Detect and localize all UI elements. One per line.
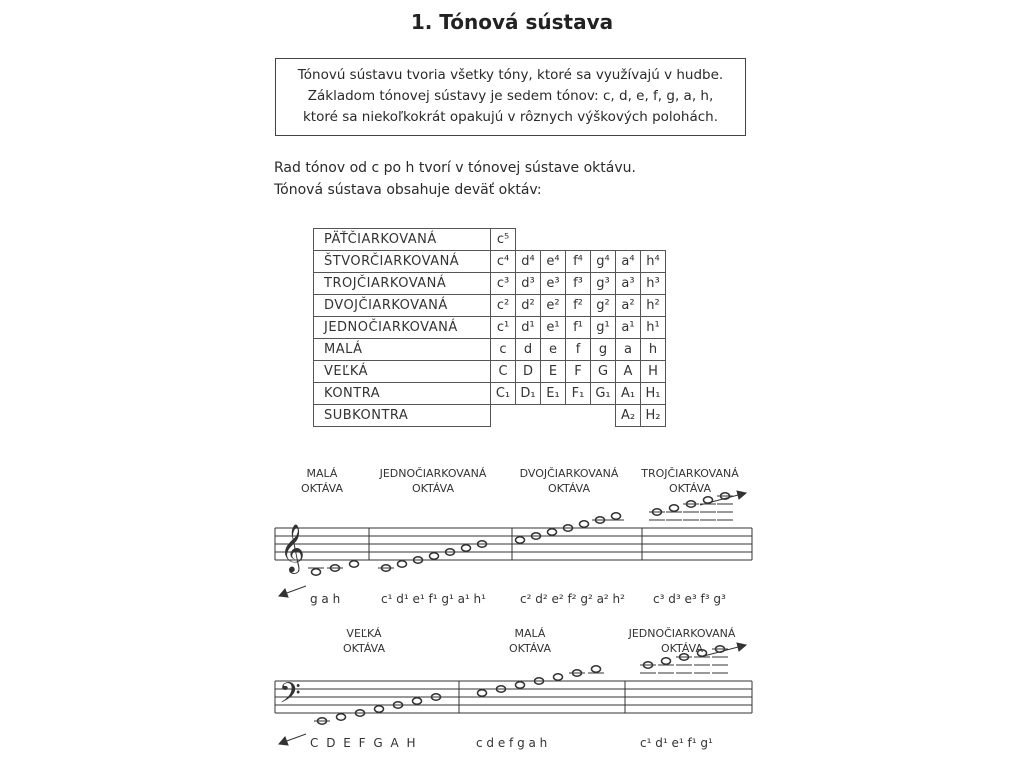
- note-cell: H₂: [641, 405, 666, 427]
- note-cell: e⁴: [541, 251, 566, 273]
- note-cell: e³: [541, 273, 566, 295]
- note-cell: h⁴: [641, 251, 666, 273]
- note-cell: D: [516, 361, 541, 383]
- arrow-icon: [279, 643, 746, 745]
- note-name-group: c d e f g a h: [476, 736, 548, 750]
- note-cell: c⁴: [491, 251, 516, 273]
- note-cell: c²: [491, 295, 516, 317]
- note-name-group: c¹ d¹ e¹ f¹ g¹: [640, 736, 713, 750]
- note-cell: e¹: [541, 317, 566, 339]
- octave-name: JEDNOČIARKOVANÁ: [314, 317, 491, 339]
- label-line: OKTÁVA: [342, 642, 386, 655]
- whole-note: [398, 561, 407, 567]
- whole-note: [580, 521, 589, 527]
- label-line: VEĽKÁ: [346, 627, 382, 640]
- treble-octave-labels: [301, 467, 739, 495]
- note-cell: c: [491, 339, 516, 361]
- note-cell: G: [591, 361, 616, 383]
- note-cell: C₁: [491, 383, 516, 405]
- note-name-group: C D E F G A H: [310, 736, 418, 750]
- note-cell: A₁: [616, 383, 641, 405]
- whole-note: [375, 706, 384, 712]
- octave-name: DVOJČIARKOVANÁ: [314, 295, 491, 317]
- treble-note-names: [310, 592, 726, 606]
- whole-note: [337, 714, 346, 720]
- note-cell: A: [616, 361, 641, 383]
- note-cell: C: [491, 361, 516, 383]
- note-cell: F: [566, 361, 591, 383]
- whole-note: [350, 561, 359, 567]
- whole-note: [312, 569, 321, 575]
- octave-name: SUBKONTRA: [314, 405, 491, 427]
- note-cell: H: [641, 361, 666, 383]
- note-cell: g¹: [591, 317, 616, 339]
- note-cell: h³: [641, 273, 666, 295]
- svg-text:𝄞: 𝄞: [280, 523, 305, 572]
- note-cell: g²: [591, 295, 616, 317]
- whole-note: [548, 529, 557, 535]
- note-name-group: c¹ d¹ e¹ f¹ g¹ a¹ h¹: [381, 592, 486, 606]
- page-title: 1. Tónová sústava: [410, 10, 614, 34]
- intro-line: Základom tónovej sústavy je sedem tónov: c, d, e, f, g, a, h,: [307, 88, 714, 104]
- label-line: OKTÁVA: [660, 642, 704, 655]
- note-cell: h: [641, 339, 666, 361]
- treble-notes: [308, 493, 733, 575]
- note-name-group: g a h: [310, 592, 341, 606]
- note-cell: d²: [516, 295, 541, 317]
- svg-text:𝄢: 𝄢: [279, 677, 301, 717]
- label-line: MALÁ: [514, 627, 546, 640]
- octave-name: MALÁ: [314, 339, 491, 361]
- note-cell: d⁴: [516, 251, 541, 273]
- octave-name: KONTRA: [314, 383, 491, 405]
- bass-octave-labels: [343, 627, 736, 655]
- label-line: OKTÁVA: [300, 482, 344, 495]
- octave-name: VEĽKÁ: [314, 361, 491, 383]
- whole-note: [662, 658, 671, 664]
- label-line: TROJČIARKOVANÁ: [641, 467, 739, 480]
- whole-note: [592, 666, 601, 672]
- note-cell: D₁: [516, 383, 541, 405]
- intro-line: Tónovú sústavu tvoria všetky tóny, ktoré sa využívajú v hudbe.: [297, 67, 724, 83]
- note-cell: F₁: [566, 383, 591, 405]
- note-cell: e: [541, 339, 566, 361]
- note-cell: A₂: [616, 405, 641, 427]
- octave-name: PÄŤČIARKOVANÁ: [314, 229, 491, 251]
- note-cell: h²: [641, 295, 666, 317]
- note-cell: c¹: [491, 317, 516, 339]
- paragraph-line: Tónová sústava obsahuje deväť oktáv:: [274, 182, 542, 198]
- label-line: OKTÁVA: [411, 482, 455, 495]
- note-cell: c⁵: [491, 229, 516, 251]
- bass-staff: [275, 681, 752, 713]
- note-cell: a³: [616, 273, 641, 295]
- whole-note: [413, 698, 422, 704]
- note-cell: f⁴: [566, 251, 591, 273]
- note-cell: a²: [616, 295, 641, 317]
- label-line: OKTÁVA: [668, 482, 712, 495]
- whole-note: [516, 537, 525, 543]
- bass-clef-icon: [279, 677, 301, 717]
- bass-note-names: [310, 736, 713, 750]
- paragraph-line: Rad tónov od c po h tvorí v tónovej sústave oktávu.: [274, 160, 636, 176]
- treble-staff: [275, 528, 752, 560]
- label-line: OKTÁVA: [508, 642, 552, 655]
- treble-clef-icon: [280, 523, 305, 574]
- note-cell: g: [591, 339, 616, 361]
- note-cell: g⁴: [591, 251, 616, 273]
- note-cell: c³: [491, 273, 516, 295]
- note-cell: f: [566, 339, 591, 361]
- note-cell: f³: [566, 273, 591, 295]
- note-cell: f²: [566, 295, 591, 317]
- note-cell: H₁: [641, 383, 666, 405]
- note-name-group: c³ d³ e³ f³ g³: [653, 592, 726, 606]
- note-name-group: c² d² e² f² g² a² h²: [520, 592, 625, 606]
- label-line: DVOJČIARKOVANÁ: [519, 467, 619, 480]
- note-cell: f¹: [566, 317, 591, 339]
- note-cell: g³: [591, 273, 616, 295]
- whole-note: [478, 690, 487, 696]
- label-line: JEDNOČIARKOVANÁ: [628, 627, 736, 640]
- note-cell: E: [541, 361, 566, 383]
- note-cell: h¹: [641, 317, 666, 339]
- intro-line: ktoré sa niekoľkokrát opakujú v rôznych výškových polohách.: [302, 109, 719, 125]
- label-line: JEDNOČIARKOVANÁ: [379, 467, 487, 480]
- note-cell: a¹: [616, 317, 641, 339]
- label-line: MALÁ: [306, 467, 338, 480]
- note-cell: d¹: [516, 317, 541, 339]
- whole-note: [430, 553, 439, 559]
- note-cell: a⁴: [616, 251, 641, 273]
- whole-note: [612, 513, 621, 519]
- note-cell: d³: [516, 273, 541, 295]
- label-line: OKTÁVA: [547, 482, 591, 495]
- note-cell: G₁: [591, 383, 616, 405]
- note-cell: E₁: [541, 383, 566, 405]
- octave-name: ŠTVORČIARKOVANÁ: [314, 251, 491, 273]
- whole-note: [516, 682, 525, 688]
- whole-note: [462, 545, 471, 551]
- note-cell: a: [616, 339, 641, 361]
- whole-note: [670, 505, 679, 511]
- bass-notes: [314, 646, 728, 724]
- octave-name: TROJČIARKOVANÁ: [314, 273, 491, 295]
- whole-note: [554, 674, 563, 680]
- note-cell: d: [516, 339, 541, 361]
- note-cell: e²: [541, 295, 566, 317]
